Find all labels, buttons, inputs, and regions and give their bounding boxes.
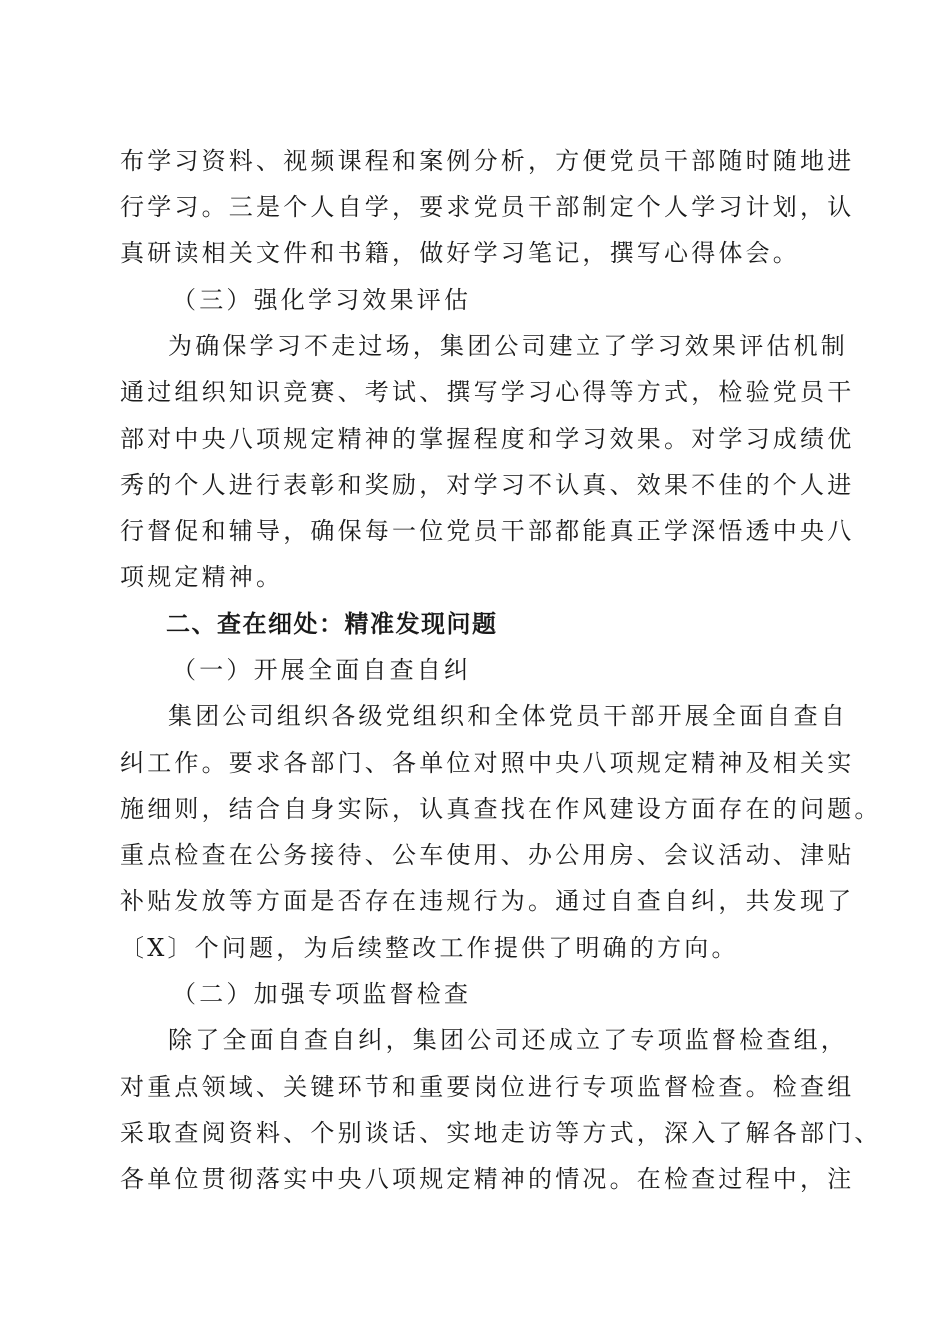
subsection-heading: （三）强化学习效果评估	[172, 286, 472, 314]
paragraph-line: 集团公司组织各级党组织和全体党员干部开展全面自查自	[168, 702, 848, 730]
paragraph-line: 行学习。三是个人自学，要求党员干部制定个人学习计划，认	[120, 193, 855, 221]
section-heading: 二、查在细处：精准发现问题	[166, 610, 498, 638]
paragraph-line: 对重点领域、关键环节和重要岗位进行专项监督检查。检查组	[120, 1073, 855, 1101]
paragraph-line: 除了全面自查自纠，集团公司还成立了专项监督检查组，	[168, 1026, 848, 1054]
paragraph-line: 行督促和辅导，确保每一位党员干部都能真正学深悟透中央八	[120, 517, 855, 545]
paragraph-line: 秀的个人进行表彰和奖励，对学习不认真、效果不佳的个人进	[120, 471, 855, 499]
paragraph-line: 通过组织知识竞赛、考试、撰写学习心得等方式，检验党员干	[120, 378, 855, 406]
paragraph-line: 布学习资料、视频课程和案例分析，方便党员干部随时随地进	[120, 147, 855, 175]
paragraph-line: 纠工作。要求各部门、各单位对照中央八项规定精神及相关实	[120, 749, 855, 777]
paragraph-line: 各单位贯彻落实中央八项规定精神的情况。在检查过程中，注	[120, 1165, 855, 1193]
paragraph-line: 重点检查在公务接待、公车使用、办公用房、会议活动、津贴	[120, 841, 855, 869]
subsection-heading: （一）开展全面自查自纠	[172, 656, 472, 684]
paragraph-line: 部对中央八项规定精神的掌握程度和学习效果。对学习成绩优	[120, 425, 855, 453]
subsection-heading: （二）加强专项监督检查	[172, 980, 472, 1008]
paragraph-line: 真研读相关文件和书籍，做好学习笔记，撰写心得体会。	[120, 239, 800, 267]
paragraph-line: 采取查阅资料、个别谈话、实地走访等方式，深入了解各部门、	[120, 1119, 882, 1147]
paragraph-line: 〔X〕个问题，为后续整改工作提供了明确的方向。	[120, 934, 739, 962]
paragraph-line: 项规定精神。	[120, 563, 284, 591]
paragraph-line: 补贴发放等方面是否存在违规行为。通过自查自纠，共发现了	[120, 887, 855, 915]
paragraph-line: 施细则，结合自身实际，认真查找在作风建设方面存在的问题。	[120, 795, 882, 823]
paragraph-line: 为确保学习不走过场，集团公司建立了学习效果评估机制	[168, 332, 848, 360]
